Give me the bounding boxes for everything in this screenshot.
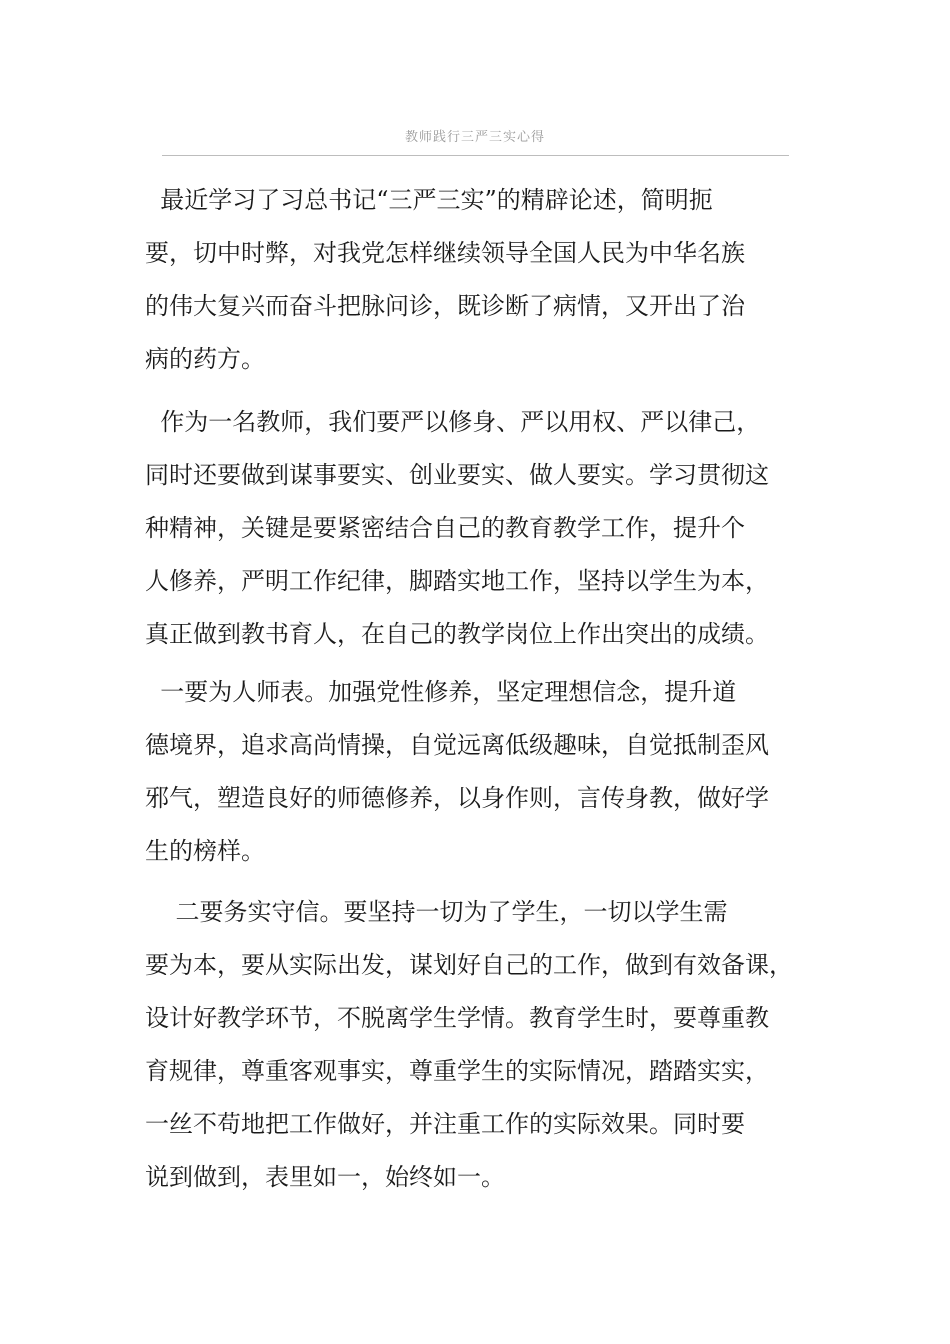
text-line: 真正做到教书育人，在自己的教学岗位上作出突出的成绩。: [145, 620, 769, 648]
text-line: 同时还要做到谋事要实、创业要实、做人要实。学习贯彻这: [145, 461, 769, 489]
text-line: 育规律，尊重客观事实，尊重学生的实际情况，踏踏实实，: [145, 1057, 769, 1085]
paragraph-3: [145, 666, 810, 878]
text-line: 作为一名教师，我们要严以修身、严以用权、严以律己，: [145, 408, 761, 436]
text-line: 说到做到，表里如一，始终如一。: [145, 1163, 505, 1191]
text-line: 设计好教学环节，不脱离学生学情。教育学生时，要尊重教: [145, 1004, 769, 1032]
text-line: 人修养，严明工作纪律，脚踏实地工作，坚持以学生为本，: [145, 567, 769, 595]
text-line: 的伟大复兴而奋斗把脉问诊，既诊断了病情，又开出了治: [145, 292, 745, 320]
text-line: 生的榜样。: [145, 837, 265, 865]
text-line: 一丝不苟地把工作做好，并注重工作的实际效果。同时要: [145, 1110, 745, 1138]
text-line: 病的药方。: [145, 345, 265, 373]
running-header: 教师践行三严三实心得: [404, 130, 545, 145]
text-line: 要为本，要从实际出发，谋划好自己的工作，做到有效备课，: [145, 951, 793, 979]
text-line: 德境界，追求高尚情操，自觉远离低级趣味，自觉抵制歪风: [145, 731, 769, 759]
paragraph-4: [145, 886, 810, 1204]
text-line: 邪气，塑造良好的师德修养，以身作则，言传身教，做好学: [145, 784, 769, 812]
text-line: 种精神，关键是要紧密结合自己的教育教学工作，提升个: [145, 514, 745, 542]
paragraph-1: [145, 174, 810, 386]
text-line: 一要为人师表。加强党性修养，坚定理想信念，提升道: [145, 678, 737, 706]
text-line: 二要务实守信。要坚持一切为了学生，一切以学生需: [145, 898, 728, 926]
header-divider: [162, 155, 789, 156]
text-line: 要，切中时弊，对我党怎样继续领导全国人民为中华名族: [145, 239, 745, 267]
text-line: 最近学习了习总书记“三严三实”的精辟论述，简明扼: [145, 186, 713, 214]
paragraph-2: [145, 396, 810, 661]
